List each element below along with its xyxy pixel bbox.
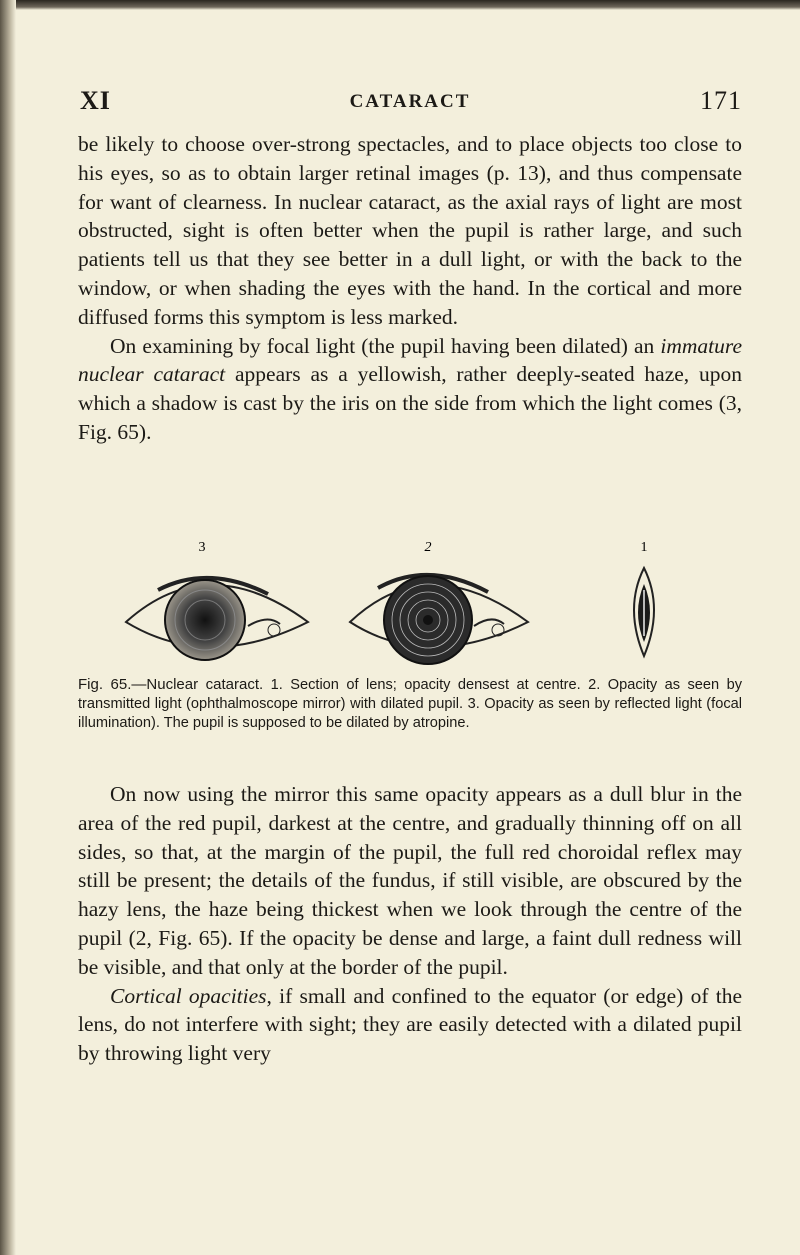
caption-text: 1. Section of lens; opacity densest at centre. 2. Opacity as seen by transmitted light (ophthalmoscope mirror) with dilated pupil. 3. Opacity as seen by reflected light (focal illumination). The pupil is supposed to be dilated by atropine. [78,677,743,731]
caption-lead: Fig. 65.—Nuclear cataract. [78,676,264,693]
figure-65 [98,538,738,668]
text-block-top [78,130,742,447]
running-header [78,86,742,122]
lens-section-1 [634,568,654,656]
figure-label-2: 2 [424,540,432,555]
figure-label-1: 1 [640,540,648,555]
emphasis: immature nuclear cataract [78,333,742,387]
text-block-bottom [78,780,742,1068]
figure-caption [78,675,742,733]
chapter-number: XI [80,86,111,115]
figure-label-3: 3 [198,540,206,555]
binding-edge [0,0,16,1255]
paragraph: Cortical opacities, if small and confined to the equator (or edge) of the lens, do not interfere with sight; they are easily detected with a dilated pupil by throwing light very [78,983,742,1066]
paragraph: On examining by focal light (the pupil having been dilated) an immature nuclear cataract appears as a yellowish, rather deeply-seated haze, upon which a shadow is cast by the iris on the side from which the light comes (3, Fig. 65). [78,333,742,444]
paragraph: be likely to choose over-strong spectacles, and to place objects too close to his eyes, so as to obtain larger retinal images (p. 13), and thus compensate for want of clearness. In nuclear cataract, as the axial rays of light are most obstructed, sight is often better when the pupil is rather large, and such patients tell us that they see better in a dull light, or with the back to the window, or when shading the eyes with the hand. In the cortical and more diffused forms this symptom is less marked. [78,132,742,329]
cataract-illustration [98,538,738,668]
chapter-title: CATARACT [349,91,471,112]
eye-diagram-3 [126,578,308,660]
emphasis: Cortical opacities [110,983,267,1008]
page-number: 171 [700,86,742,115]
book-page [78,0,742,1255]
paragraph: On now using the mirror this same opacity appears as a dull blur in the area of the red pupil, darkest at the centre, and gradually thinning off on all sides, so that, at the margin of the pupil, the full red choroidal reflex may still be present; the details of the fundus, if still visible, are obscured by the hazy lens, the haze being thickest when we look through the centre of the pupil (2, Fig. 65). If the opacity be dense and large, a faint dull redness will be visible, and that only at the border of the pupil. [78,782,742,979]
eye-diagram-2 [350,575,528,664]
